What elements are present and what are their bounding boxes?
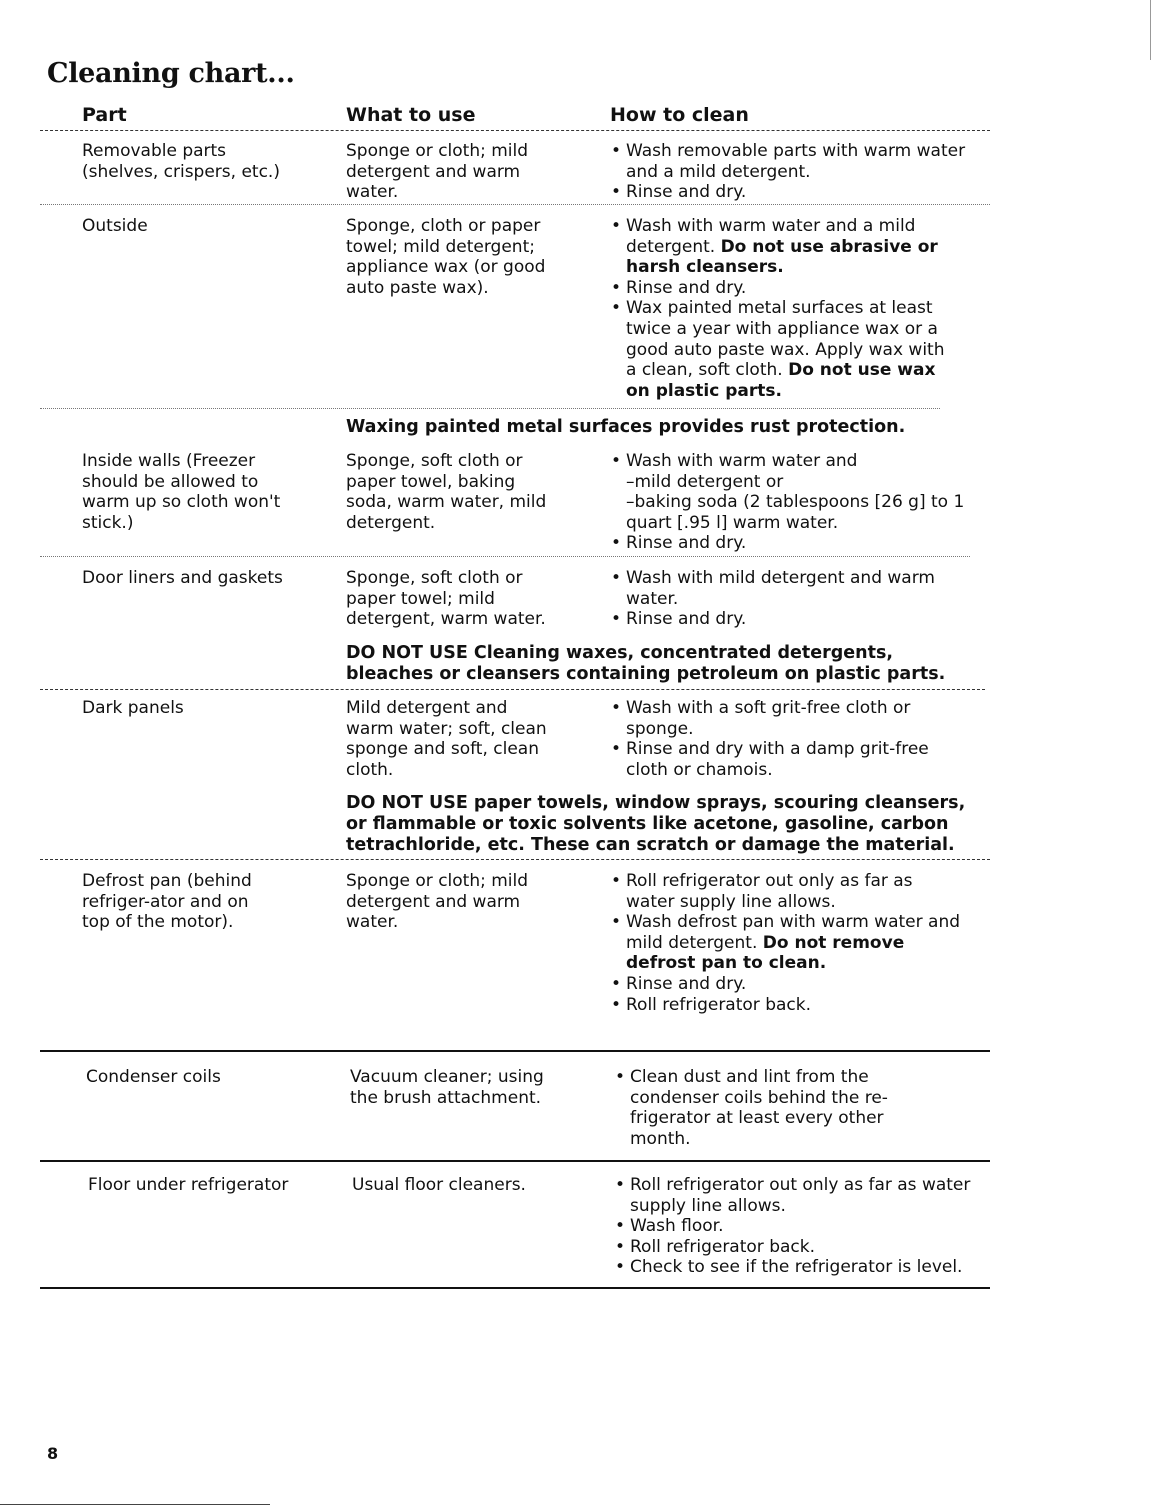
list-item: • Wash with warm water and	[610, 451, 965, 472]
list-item: • Rinse and dry.	[610, 974, 965, 995]
row-defrost-pan-part: Defrost pan (behind refriger-ator and on top of the motor).	[82, 871, 252, 933]
row-removable-what: Sponge or cloth; mild detergent and warm water.	[346, 141, 529, 203]
row-divider	[40, 859, 990, 860]
list-item: • Wash removable parts with warm water and a mild detergent.	[610, 141, 970, 182]
list-item: • Roll refrigerator back.	[614, 1237, 974, 1258]
row-dark-panels-what: Mild detergent and warm water; soft, clean sponge and soft, clean cloth.	[346, 698, 547, 780]
list-item: • Wash floor.	[614, 1216, 974, 1237]
list-item: • Roll refrigerator out only as far as water supply line allows.	[610, 871, 965, 912]
list-item: • Rinse and dry.	[610, 182, 970, 203]
row-outside-what: Sponge, cloth or paper towel; mild detergent; appliance wax (or good auto paste wax).	[346, 216, 546, 298]
row-divider	[40, 1160, 990, 1162]
row-divider	[40, 556, 970, 557]
row-door-liners-how	[610, 568, 970, 630]
row-outside-part: Outside	[82, 216, 148, 236]
list-item: • Rinse and dry.	[610, 609, 970, 630]
row-defrost-pan-what: Sponge or cloth; mild detergent and warm water.	[346, 871, 529, 933]
list-item: • Wash with a soft grit-free cloth or sponge.	[610, 698, 940, 739]
row-condenser-coils-part: Condenser coils	[86, 1067, 221, 1087]
list-item: • Roll refrigerator back.	[610, 995, 965, 1016]
row-condenser-coils-how	[614, 1067, 904, 1149]
footer-line	[0, 1504, 270, 1505]
note-do-not-use-waxes: DO NOT USE Cleaning waxes, concentrated detergents, bleaches or cleansers containing petroleum on plastic parts.	[346, 643, 946, 684]
header-what-to-use: What to use	[346, 104, 476, 126]
row-divider	[40, 408, 940, 409]
row-floor-part: Floor under refrigerator	[88, 1175, 289, 1195]
row-removable-how	[610, 141, 970, 203]
row-inside-walls-how	[610, 451, 965, 554]
list-item: • Rinse and dry with a damp grit-free cloth or chamois.	[610, 739, 940, 780]
note-rust-protection: Waxing painted metal surfaces provides rust protection.	[346, 417, 906, 437]
list-item: • Rinse and dry.	[610, 533, 965, 554]
row-dark-panels-how	[610, 698, 940, 780]
bottom-rule	[40, 1287, 990, 1289]
row-inside-walls-what: Sponge, soft cloth or paper towel, baking soda, warm water, mild detergent.	[346, 451, 547, 533]
row-floor-what: Usual floor cleaners.	[352, 1175, 526, 1195]
header-rule	[40, 130, 990, 131]
page-title: Cleaning chart...	[47, 58, 295, 89]
header-part: Part	[82, 104, 127, 126]
header-how-to-clean: How to clean	[610, 104, 749, 126]
list-item: –baking soda (2 tablespoons [26 g] to 1 quart [.95 l] warm water.	[626, 492, 965, 533]
row-dark-panels-part: Dark panels	[82, 698, 184, 718]
list-item: • Wash with mild detergent and warm water.	[610, 568, 970, 609]
row-divider	[40, 689, 985, 690]
row-removable-part: Removable parts (shelves, crispers, etc.)	[82, 141, 280, 182]
row-outside-how	[610, 216, 960, 401]
row-condenser-coils-what: Vacuum cleaner; using the brush attachment.	[350, 1067, 544, 1108]
list-item: • Wash with warm water and a mild detergent. Do not use abrasive or harsh cleansers.	[610, 216, 960, 278]
row-defrost-pan-how	[610, 871, 965, 1015]
list-item: • Wax painted metal surfaces at least twice a year with appliance wax or a good auto paste wax. Apply wax with a clean, soft cloth. Do not use wax on plastic parts.	[610, 298, 960, 401]
row-door-liners-part: Door liners and gaskets	[82, 568, 283, 588]
list-item: • Roll refrigerator out only as far as water supply line allows.	[614, 1175, 974, 1216]
list-item: • Wash defrost pan with warm water and mild detergent. Do not remove defrost pan to clean.	[610, 912, 965, 974]
row-divider	[40, 204, 990, 205]
list-item: • Clean dust and lint from the condenser coils behind the re-frigerator at least every other month.	[614, 1067, 904, 1149]
edge-line	[1150, 0, 1151, 60]
list-item: –mild detergent or	[626, 471, 784, 492]
row-door-liners-what: Sponge, soft cloth or paper towel; mild detergent, warm water.	[346, 568, 546, 630]
list-item: • Rinse and dry.	[610, 278, 960, 299]
row-inside-walls-part: Inside walls (Freezer should be allowed to warm up so cloth won't stick.)	[82, 451, 281, 533]
page-number: 8	[47, 1444, 59, 1463]
note-do-not-use-paper-towels: DO NOT USE paper towels, window sprays, scouring cleansers, or flammable or toxic solvents like acetone, gasoline, carbon tetrachloride, etc. These can scratch or damage the material.	[346, 793, 966, 855]
list-item: • Check to see if the refrigerator is level.	[614, 1257, 974, 1278]
row-floor-how	[614, 1175, 974, 1278]
row-divider	[40, 1050, 990, 1052]
